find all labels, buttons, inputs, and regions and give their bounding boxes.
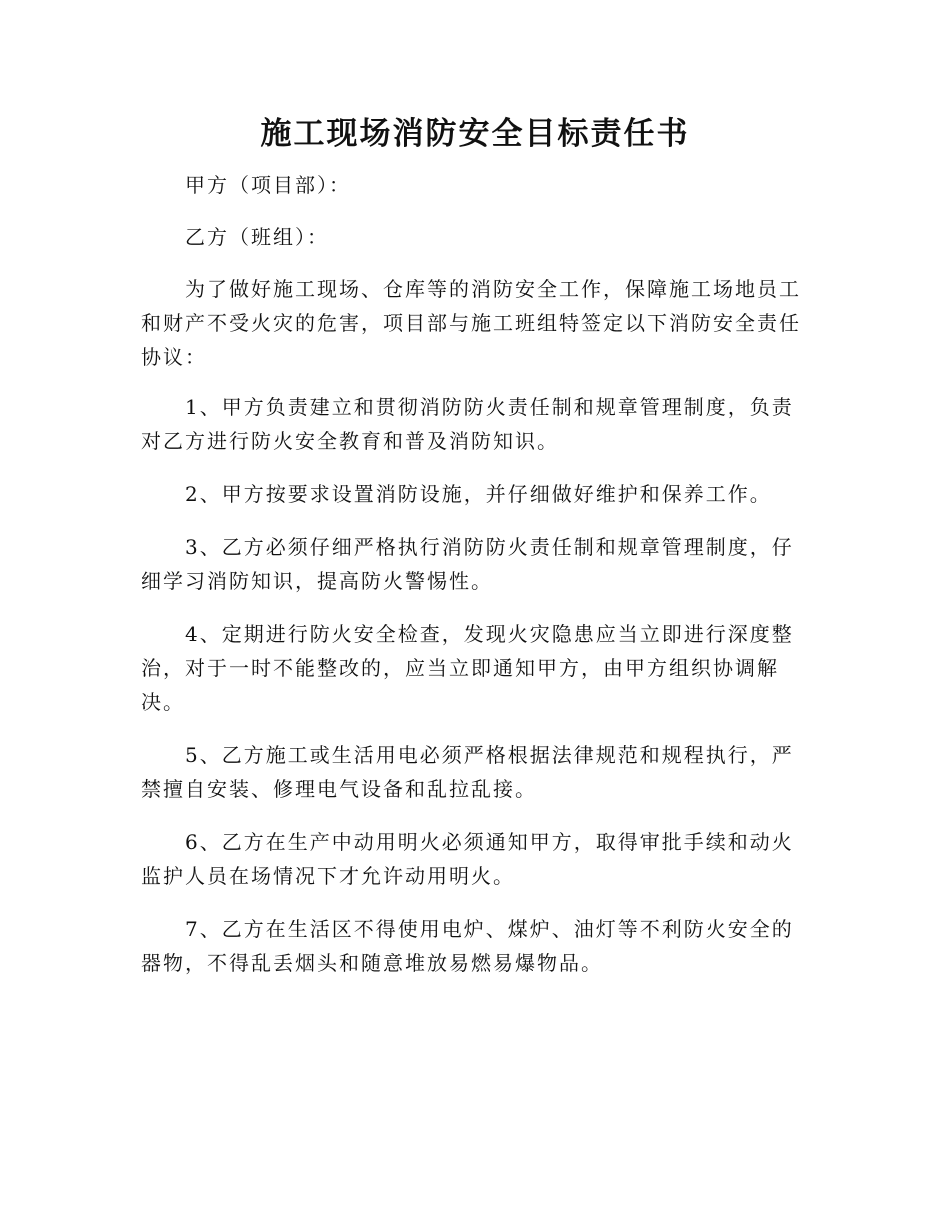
party-a-field: 甲方（项目部）： — [185, 173, 351, 197]
clause-6: 6、乙方在生产中动用明火必须通知甲方，取得审批手续和动火监护人员在场情况下才允许动用明火。 — [141, 830, 794, 888]
party-b-field: 乙方（班组）： — [185, 225, 329, 249]
clause-7: 7、乙方在生活区不得使用电炉、煤炉、油灯等不利防火安全的器物，不得乱丢烟头和随意堆放易燃易爆物品。 — [141, 917, 794, 975]
clause-1: 1、甲方负责建立和贯彻消防防火责任制和规章管理制度，负责对乙方进行防火安全教育和普及消防知识。 — [141, 395, 794, 453]
clause-4: 4、定期进行防火安全检查，发现火灾隐患应当立即进行深度整治，对于一时不能整改的，应当立即通知甲方，由甲方组织协调解决。 — [141, 622, 794, 714]
clause-2: 2、甲方按要求设置消防设施，并仔细做好维护和保养工作。 — [185, 482, 772, 506]
clause-5: 5、乙方施工或生活用电必须严格根据法律规范和规程执行，严禁擅自安装、修理电气设备和乱拉乱接。 — [141, 743, 794, 801]
intro-paragraph: 为了做好施工现场、仓库等的消防安全工作，保障施工场地员工和财产不受火灾的危害，项目部与施工班组特签定以下消防安全责任协议： — [141, 277, 801, 369]
clause-3: 3、乙方必须仔细严格执行消防防火责任制和规章管理制度，仔细学习消防知识，提高防火警惕性。 — [141, 535, 794, 593]
document-body — [141, 168, 809, 999]
document-title: 施工现场消防安全目标责任书 — [260, 116, 690, 152]
